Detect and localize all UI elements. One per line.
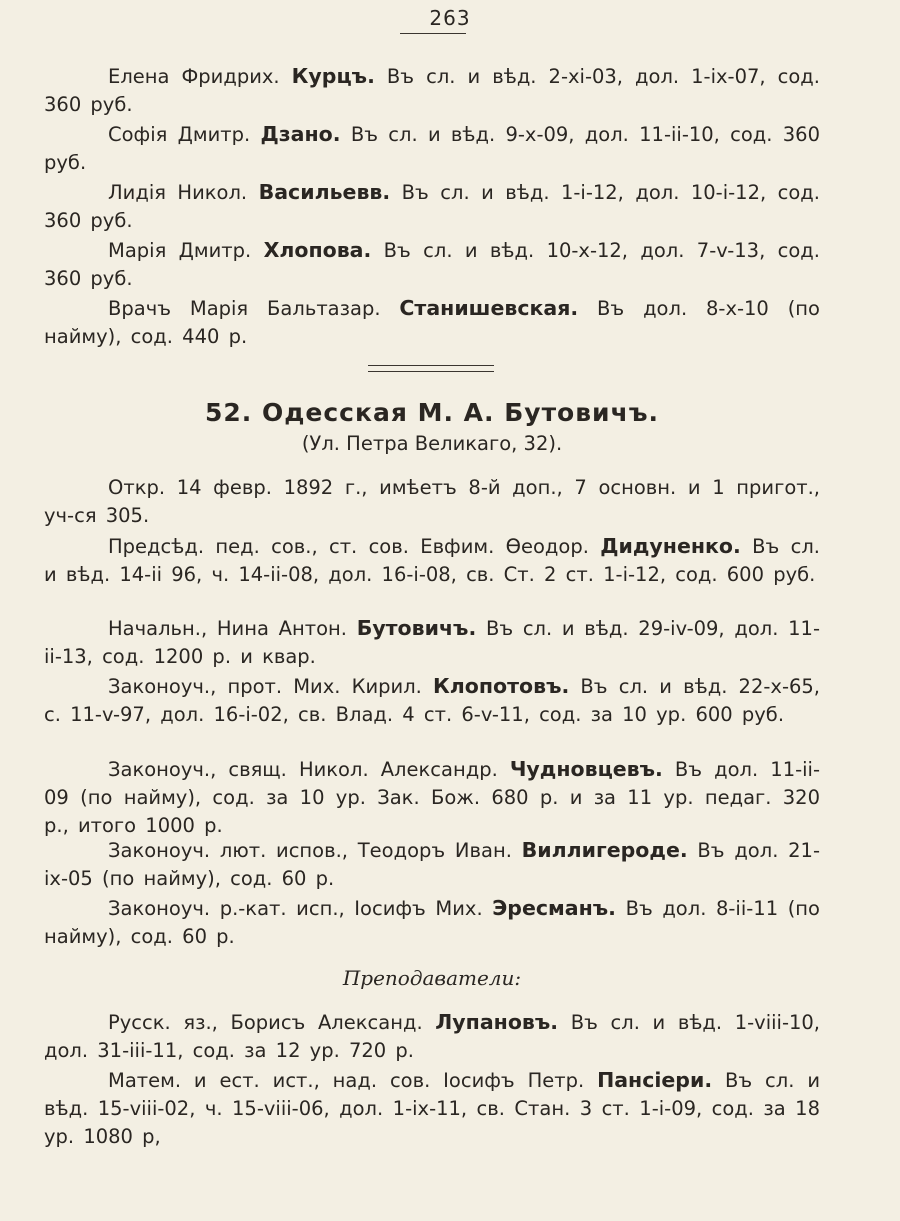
surname: Клопотовъ. <box>433 674 570 698</box>
surname: Эресманъ. <box>492 896 616 920</box>
page-number: 263 <box>429 6 471 30</box>
page-number-rule <box>400 33 466 34</box>
surname: Курцъ. <box>291 64 375 88</box>
surname: Виллигероде. <box>521 838 688 862</box>
entry-stanishevskaya: Врачъ Марія Бальтазар. Станишевская. Въ дол. 8-x-10 (по найму), сод. 440 р. <box>44 296 820 348</box>
entry-dzano: Софія Дмитр. Дзано. Въ сл. и вѣд. 9-x-09, дол. 11-ii-10, сод. 360 руб. <box>44 122 820 174</box>
teachers-subheading: Преподаватели: <box>342 966 522 990</box>
surname: Пансіери. <box>597 1068 713 1092</box>
surname: Станишевская. <box>399 296 579 320</box>
teacher-pansieri: Матем. и ест. ист., над. сов. Іосифъ Петр. Пансіери. Въ сл. и вѣд. 15-viii-02, ч. 15-viii-06, дол. 1-ix-11, св. Стан. 3 ст. 1-i-09, сод. за 18 ур. 1080 р, <box>44 1068 820 1148</box>
entry-vasilyev: Лидія Никол. Васильевв. Въ сл. и вѣд. 1-i-12, дол. 10-i-12, сод. 360 руб. <box>44 180 820 232</box>
surname: Чудновцевъ. <box>509 757 663 781</box>
surname: Бутовичъ. <box>356 616 477 640</box>
surname: Хлопова. <box>263 238 372 262</box>
staff-klopotov: Законоуч., прот. Мих. Кирил. Клопотовъ. Въ сл. и вѣд. 22-x-65, с. 11-v-97, дол. 16-i-02, св. Влад. 4 ст. 6-v-11, сод. за 10 ур. 600 руб. <box>44 674 820 726</box>
staff-butovich: Начальн., Нина Антон. Бутовичъ. Въ сл. и вѣд. 29-iv-09, дол. 11-ii-13, сод. 1200 р. и квар. <box>44 616 820 668</box>
surname: Дзано. <box>260 122 341 146</box>
school-opened-info: Откр. 14 февр. 1892 г., имѣетъ 8-й доп., 7 основн. и 1 пригот., уч-ся 305. <box>44 476 820 527</box>
surname: Васильевв. <box>258 180 391 204</box>
entry-khlopova: Марія Дмитр. Хлопова. Въ сл. и вѣд. 10-x-12, дол. 7-v-13, сод. 360 руб. <box>44 238 820 290</box>
section-separator <box>368 365 494 372</box>
surname: Дидуненко. <box>600 534 741 558</box>
teacher-lupanov: Русск. яз., Борисъ Александ. Лупановъ. Въ сл. и вѣд. 1-viii-10, дол. 31-iii-11, сод. за 12 ур. 720 р. <box>44 1010 821 1062</box>
school-heading: 52. Одесская М. А. Бутовичъ. <box>204 398 660 427</box>
entry-kurts: Елена Фридрих. Курцъ. Въ сл. и вѣд. 2-xi-03, дол. 1-ix-07, сод. 360 руб. <box>44 64 820 116</box>
staff-chudnovtsev: Законоуч., свящ. Никол. Александр. Чудновцевъ. Въ дол. 11-ii-09 (по найму), сод. за 10 ур. Зак. Бож. 680 р. и за 11 ур. педаг. 320 р., итого 1000 р. <box>44 757 821 837</box>
staff-villigerode: Законоуч. лют. испов., Теодоръ Иван. Виллигероде. Въ дол. 21-ix-05 (по найму), сод. 60 р. <box>44 838 820 890</box>
staff-eresman: Законоуч. р.-кат. исп., Іосифъ Мих. Эресманъ. Въ дол. 8-ii-11 (по найму), сод. 60 р. <box>44 896 820 948</box>
surname: Лупановъ. <box>435 1010 559 1034</box>
staff-didunenko: Предсѣд. пед. сов., ст. сов. Евфим. Өеодор. Дидуненко. Въ сл. и вѣд. 14-ii 96, ч. 14-ii-08, дол. 16-i-08, св. Ст. 2 ст. 1-i-12, сод. 600 руб. <box>44 534 821 586</box>
school-address: (Ул. Петра Великаго, 32). <box>301 432 563 455</box>
